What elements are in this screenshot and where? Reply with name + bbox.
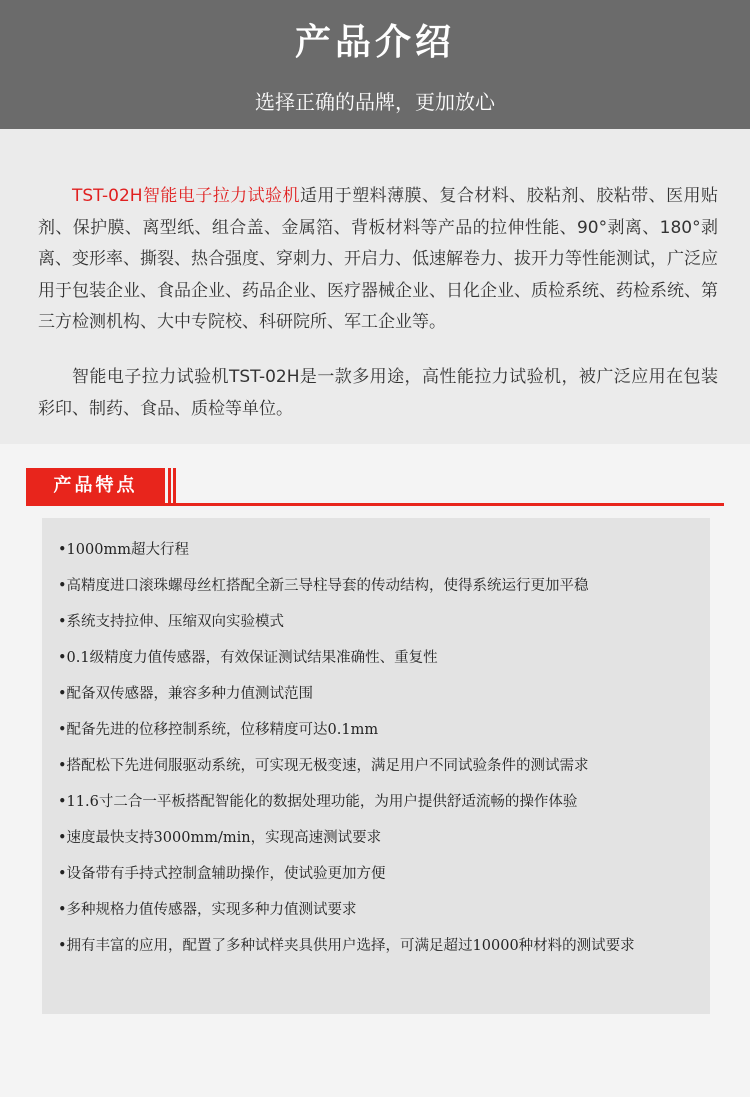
- feature-item: •系统支持拉伸、压缩双向实验模式: [58, 614, 285, 630]
- intro-paragraph-2: 智能电子拉力试验机TST-02H是一款多用途，高性能拉力试验机，被广泛应用在包装彩印、制药、食品、质检等单位。: [38, 367, 718, 419]
- features-list: [58, 532, 698, 964]
- feature-item: •速度最快支持3000mm/min，实现高速测试要求: [58, 830, 382, 846]
- page-title: 产品介绍: [294, 22, 455, 63]
- intro-paragraph-1: [38, 181, 718, 339]
- feature-item: •11.6寸二合一平板搭配智能化的数据处理功能，为用户提供舒适流畅的操作体验: [58, 794, 578, 810]
- feature-item: •拥有丰富的应用，配置了多种试样夹具供用户选择，可满足超过10000种材料的测试要求: [58, 938, 635, 954]
- feature-item: •配备先进的位移控制系统，位移精度可达0.1mm: [58, 722, 379, 738]
- title-stripe-decoration: [168, 468, 171, 504]
- feature-item: •多种规格力值传感器，实现多种力值测试要求: [58, 902, 357, 918]
- features-section-title: 产品特点: [26, 468, 165, 504]
- page-subtitle: 选择正确的品牌，更加放心: [255, 90, 495, 114]
- features-panel: [42, 518, 710, 1014]
- title-stripe-decoration: [173, 468, 176, 504]
- intro-section: [0, 129, 750, 444]
- feature-item: •0.1级精度力值传感器，有效保证测试结果准确性、重复性: [58, 650, 438, 666]
- product-name-highlight: TST-02H智能电子拉力试验机: [72, 186, 300, 206]
- features-section-header: [26, 467, 726, 507]
- intro-paragraph-1-text: 适用于塑料薄膜、复合材料、胶粘剂、胶粘带、医用贴剂、保护膜、离型纸、组合盖、金属箔、背板材料等产品的拉伸性能、90°剥离、180°剥离、变形率、撕裂、热合强度、穿刺力、开启力、低速解卷力、拔开力等性能测试，广泛应用于包装企业、食品企业、药品企业、医疗器械企业、日化企业、质检系统、药检系统、第三方检测机构、大中专院校、科研院所、军工企业等。: [38, 186, 718, 332]
- feature-item: •搭配松下先进伺服驱动系统，可实现无极变速，满足用户不同试验条件的测试需求: [58, 758, 589, 774]
- feature-item: •配备双传感器，兼容多种力值测试范围: [58, 686, 314, 702]
- feature-item: •设备带有手持式控制盒辅助操作，使试验更加方便: [58, 866, 386, 882]
- feature-item: •高精度进口滚珠螺母丝杠搭配全新三导柱导套的传动结构，使得系统运行更加平稳: [58, 578, 589, 594]
- section-divider-line: [26, 503, 724, 506]
- page-header: [0, 0, 750, 129]
- feature-item: •1000mm超大行程: [58, 542, 189, 558]
